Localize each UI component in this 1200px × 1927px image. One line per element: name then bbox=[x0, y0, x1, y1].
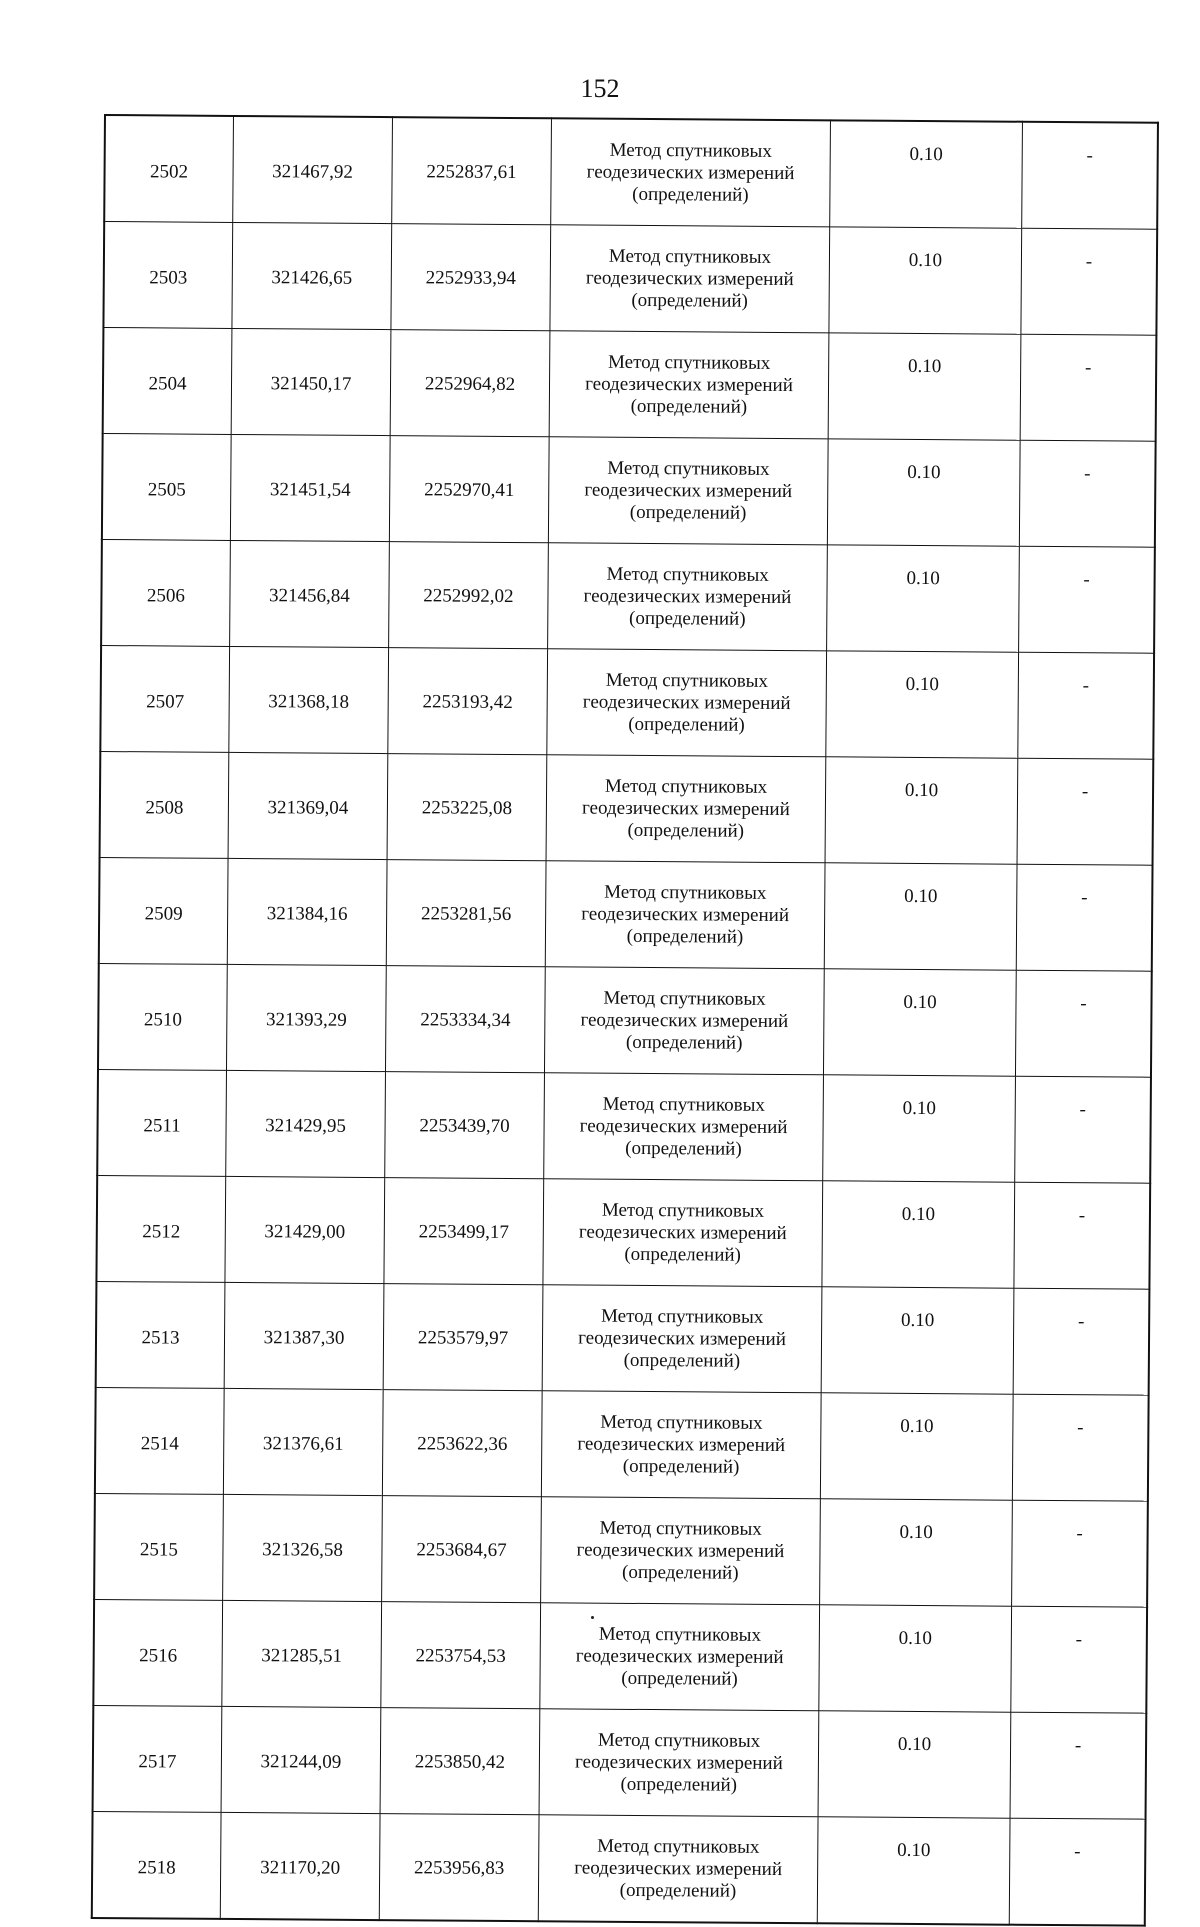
method-line: Метод спутниковых bbox=[607, 351, 771, 374]
precision-cell: 0.10 bbox=[821, 1287, 1014, 1394]
method-line: Метод спутниковых bbox=[602, 1093, 765, 1116]
point-number-cell: 2518 bbox=[92, 1811, 221, 1918]
x-coordinate-cell: 321285,51 bbox=[222, 1600, 382, 1707]
coordinates-table-body bbox=[92, 115, 1158, 1926]
y-coordinate-cell: 2253225,08 bbox=[387, 754, 547, 861]
method-cell bbox=[546, 755, 826, 863]
point-number-cell: 2514 bbox=[95, 1387, 224, 1494]
method-line: геодезических измерений bbox=[581, 797, 790, 820]
precision-cell: 0.10 bbox=[825, 757, 1018, 864]
note-cell: - bbox=[1019, 546, 1155, 653]
method-line: геодезических измерений bbox=[576, 1539, 785, 1562]
method-line: (определений) bbox=[625, 1031, 743, 1054]
note-cell: - bbox=[1015, 970, 1151, 1077]
y-coordinate-cell: 2253579,97 bbox=[383, 1284, 543, 1391]
table-row bbox=[102, 433, 1156, 547]
footer-mark bbox=[591, 1616, 594, 1619]
y-coordinate-cell: 2253622,36 bbox=[382, 1390, 542, 1497]
method-cell bbox=[539, 1709, 819, 1817]
x-coordinate-cell: 321429,00 bbox=[225, 1176, 385, 1283]
method-line: Метод спутниковых bbox=[599, 1517, 762, 1540]
method-cell bbox=[541, 1391, 821, 1499]
method-line: Метод спутниковых bbox=[597, 1729, 761, 1752]
y-coordinate-cell: 2253850,42 bbox=[380, 1708, 540, 1815]
x-coordinate-cell: 321368,18 bbox=[229, 646, 389, 753]
x-coordinate-cell: 321467,92 bbox=[233, 116, 393, 224]
table-row bbox=[101, 539, 1155, 653]
point-number-cell: 2515 bbox=[94, 1493, 223, 1600]
method-line: (определений) bbox=[628, 713, 745, 736]
note-cell: - bbox=[1018, 652, 1154, 759]
table-row bbox=[103, 222, 1157, 336]
method-line: Метод спутниковых bbox=[597, 1835, 760, 1858]
precision-cell: 0.10 bbox=[826, 651, 1019, 758]
x-coordinate-cell: 321369,04 bbox=[228, 752, 388, 859]
precision-cell: 0.10 bbox=[828, 333, 1021, 440]
x-coordinate-cell: 321451,54 bbox=[230, 434, 390, 541]
table-row bbox=[95, 1387, 1149, 1501]
method-cell bbox=[538, 1815, 818, 1924]
method-line: геодезических измерений bbox=[582, 691, 791, 714]
note-cell: - bbox=[1011, 1606, 1147, 1713]
table-row bbox=[93, 1599, 1147, 1713]
method-line: геодезических измерений bbox=[585, 373, 793, 396]
page-number: 152 bbox=[580, 74, 620, 103]
precision-cell: 0.10 bbox=[827, 439, 1020, 546]
method-line: Метод спутниковых bbox=[604, 775, 768, 798]
x-coordinate-cell: 321170,20 bbox=[220, 1812, 380, 1920]
method-line: Метод спутниковых bbox=[605, 669, 769, 692]
precision-cell: 0.10 bbox=[822, 1181, 1015, 1288]
method-line: Метод спутниковых bbox=[603, 987, 766, 1010]
method-line: (определений) bbox=[621, 1561, 739, 1584]
method-line: (определений) bbox=[620, 1773, 738, 1796]
y-coordinate-cell: 2253193,42 bbox=[388, 648, 548, 755]
point-number-cell: 2507 bbox=[100, 645, 229, 752]
table-row bbox=[103, 328, 1157, 442]
table-row bbox=[104, 115, 1158, 229]
note-cell: - bbox=[1020, 334, 1156, 441]
y-coordinate-cell: 2252837,61 bbox=[392, 117, 552, 225]
method-line: (определений) bbox=[625, 1137, 742, 1160]
point-number-cell: 2509 bbox=[99, 857, 228, 964]
method-cell bbox=[551, 118, 831, 227]
point-number-cell: 2517 bbox=[93, 1705, 222, 1812]
method-line: (определений) bbox=[627, 819, 745, 842]
x-coordinate-cell: 321387,30 bbox=[224, 1282, 384, 1389]
note-cell: - bbox=[1022, 122, 1158, 229]
method-line: Метод спутниковых bbox=[598, 1623, 762, 1646]
method-cell bbox=[548, 437, 828, 545]
method-cell bbox=[543, 1179, 823, 1287]
table-row bbox=[93, 1705, 1147, 1819]
method-cell bbox=[544, 1073, 824, 1181]
method-line: геодезических измерений bbox=[578, 1221, 787, 1244]
method-line: Метод спутниковых bbox=[601, 1305, 764, 1328]
table-row bbox=[97, 1069, 1151, 1183]
precision-cell: 0.10 bbox=[823, 969, 1016, 1076]
note-cell: - bbox=[1017, 758, 1153, 865]
method-line: (определений) bbox=[619, 1879, 737, 1902]
y-coordinate-cell: 2253684,67 bbox=[382, 1496, 542, 1603]
method-line: (определений) bbox=[630, 395, 748, 418]
x-coordinate-cell: 321384,16 bbox=[227, 858, 387, 965]
method-line: геодезических измерений bbox=[585, 267, 794, 290]
note-cell: - bbox=[1021, 228, 1157, 335]
x-coordinate-cell: 321376,61 bbox=[223, 1388, 383, 1495]
method-line: геодезических измерений bbox=[574, 1856, 783, 1880]
table-row bbox=[98, 963, 1152, 1077]
x-coordinate-cell: 321456,84 bbox=[230, 540, 390, 647]
method-line: (определений) bbox=[632, 183, 749, 206]
precision-cell: 0.10 bbox=[824, 863, 1017, 970]
note-cell: - bbox=[1019, 440, 1155, 547]
method-line: геодезических измерений bbox=[577, 1433, 786, 1456]
note-cell: - bbox=[1009, 1818, 1145, 1925]
y-coordinate-cell: 2252992,02 bbox=[389, 542, 549, 649]
table-row bbox=[99, 857, 1153, 971]
y-coordinate-cell: 2253754,53 bbox=[381, 1602, 541, 1709]
y-coordinate-cell: 2253439,70 bbox=[385, 1072, 545, 1179]
method-cell bbox=[541, 1497, 821, 1605]
x-coordinate-cell: 321429,95 bbox=[226, 1070, 386, 1177]
table-row bbox=[100, 751, 1154, 865]
method-line: геодезических измерений bbox=[580, 1009, 789, 1032]
table-row bbox=[96, 1281, 1150, 1395]
point-number-cell: 2502 bbox=[104, 115, 233, 222]
method-line: геодезических измерений bbox=[578, 1327, 787, 1350]
method-line: геодезических измерений bbox=[586, 161, 795, 184]
precision-cell: 0.10 bbox=[827, 545, 1020, 652]
method-cell bbox=[540, 1603, 820, 1711]
point-number-cell: 2508 bbox=[100, 751, 229, 858]
y-coordinate-cell: 2253499,17 bbox=[384, 1178, 544, 1285]
precision-cell: 0.10 bbox=[818, 1711, 1011, 1818]
point-number-cell: 2516 bbox=[93, 1599, 222, 1706]
precision-cell: 0.10 bbox=[829, 227, 1022, 334]
x-coordinate-cell: 321326,58 bbox=[223, 1494, 383, 1601]
x-coordinate-cell: 321393,29 bbox=[226, 964, 386, 1071]
x-coordinate-cell: 321450,17 bbox=[231, 328, 391, 435]
point-number-cell: 2513 bbox=[96, 1281, 225, 1388]
method-line: геодезических измерений bbox=[579, 1115, 788, 1138]
point-number-cell: 2504 bbox=[103, 328, 232, 435]
method-line: (определений) bbox=[624, 1243, 741, 1266]
method-cell bbox=[545, 861, 825, 969]
y-coordinate-cell: 2252933,94 bbox=[391, 224, 551, 331]
note-cell: - bbox=[1012, 1394, 1148, 1501]
method-line: (определений) bbox=[626, 925, 744, 948]
method-line: Метод спутниковых bbox=[601, 1199, 765, 1222]
y-coordinate-cell: 2253281,56 bbox=[386, 860, 546, 967]
precision-cell: 0.10 bbox=[823, 1075, 1016, 1182]
point-number-cell: 2506 bbox=[101, 539, 230, 646]
method-line: Метод спутниковых bbox=[604, 881, 767, 904]
precision-cell: 0.10 bbox=[817, 1817, 1010, 1925]
note-cell: - bbox=[1014, 1182, 1150, 1289]
y-coordinate-cell: 2252964,82 bbox=[390, 330, 550, 437]
method-cell bbox=[547, 649, 827, 757]
table-row bbox=[100, 645, 1154, 759]
point-number-cell: 2511 bbox=[97, 1069, 226, 1176]
table-row bbox=[92, 1811, 1146, 1925]
y-coordinate-cell: 2253956,83 bbox=[379, 1814, 539, 1922]
method-cell bbox=[550, 225, 830, 333]
x-coordinate-cell: 321244,09 bbox=[221, 1706, 381, 1813]
method-cell bbox=[544, 967, 824, 1075]
note-cell: - bbox=[1015, 1076, 1151, 1183]
method-line: геодезических измерений bbox=[584, 479, 793, 502]
method-line: (определений) bbox=[621, 1667, 738, 1690]
note-cell: - bbox=[1012, 1500, 1148, 1607]
method-cell bbox=[548, 543, 828, 651]
precision-cell: 0.10 bbox=[820, 1499, 1013, 1606]
method-line: (определений) bbox=[631, 289, 748, 312]
method-line: Метод спутниковых bbox=[606, 563, 769, 586]
coordinates-table-container bbox=[91, 114, 1150, 1927]
precision-cell: 0.10 bbox=[820, 1393, 1013, 1500]
y-coordinate-cell: 2253334,34 bbox=[385, 966, 545, 1073]
method-line: (определений) bbox=[622, 1455, 740, 1478]
precision-cell: 0.10 bbox=[830, 120, 1023, 228]
point-number-cell: 2503 bbox=[103, 222, 232, 329]
point-number-cell: 2512 bbox=[96, 1175, 225, 1282]
coordinates-table bbox=[91, 114, 1159, 1927]
x-coordinate-cell: 321426,65 bbox=[232, 222, 392, 329]
method-line: геодезических измерений bbox=[575, 1645, 784, 1668]
method-line: (определений) bbox=[628, 607, 746, 630]
note-cell: - bbox=[1013, 1288, 1149, 1395]
method-line: (определений) bbox=[623, 1349, 741, 1372]
precision-cell: 0.10 bbox=[819, 1605, 1012, 1712]
method-cell bbox=[549, 331, 829, 439]
method-line: Метод спутниковых bbox=[609, 139, 772, 162]
method-cell bbox=[542, 1285, 822, 1393]
method-line: Метод спутниковых bbox=[600, 1411, 763, 1434]
table-row bbox=[96, 1175, 1150, 1289]
point-number-cell: 2510 bbox=[98, 963, 227, 1070]
table-row bbox=[94, 1493, 1148, 1607]
note-cell: - bbox=[1010, 1712, 1146, 1819]
method-line: Метод спутниковых bbox=[607, 457, 770, 480]
method-line: (определений) bbox=[629, 501, 747, 524]
note-cell: - bbox=[1016, 864, 1152, 971]
method-line: Метод спутниковых bbox=[608, 245, 772, 268]
method-line: геодезических измерений bbox=[583, 585, 792, 608]
method-line: геодезических измерений bbox=[581, 903, 790, 926]
y-coordinate-cell: 2252970,41 bbox=[389, 436, 549, 543]
point-number-cell: 2505 bbox=[102, 433, 231, 540]
method-line: геодезических измерений bbox=[574, 1750, 783, 1774]
